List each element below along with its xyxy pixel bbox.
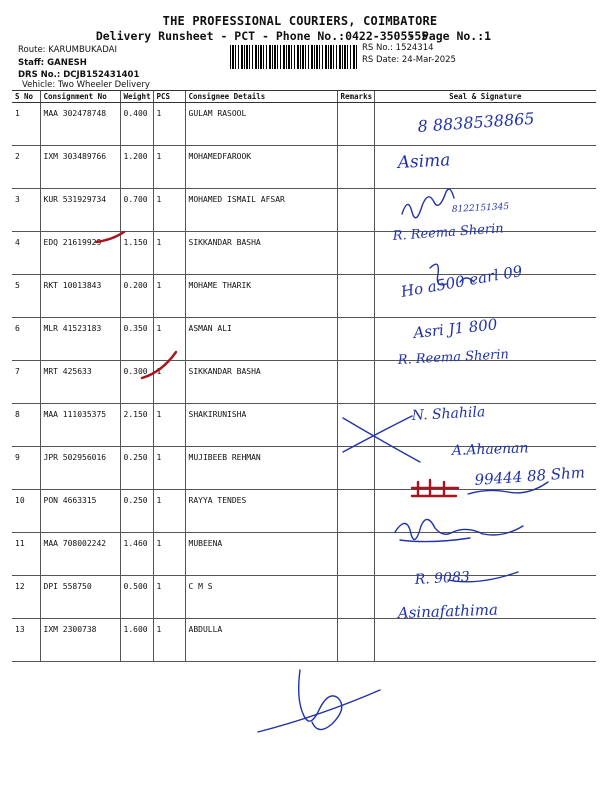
signature-row-6: Asri J1 800	[412, 315, 499, 342]
cell-consignment: RKT 10013843	[40, 275, 120, 318]
cell-consignment: MAA 708002242	[40, 533, 120, 576]
subtitle-text: Delivery Runsheet - PCT - Phone No.:0422-3505555	[95, 29, 429, 43]
runsheet-subtitle	[0, 29, 600, 43]
cell-signature	[374, 404, 596, 447]
col-signature: Seal & Signature	[374, 91, 596, 103]
cell-consignment: IXM 2300738	[40, 619, 120, 662]
table-row	[12, 490, 596, 533]
cell-consignment: MAA 302478748	[40, 103, 120, 146]
cell-remarks	[337, 404, 374, 447]
col-remarks: Remarks	[337, 91, 374, 103]
table-row	[12, 232, 596, 275]
cell-signature	[374, 447, 596, 490]
drs-number: DRS No.: DCJB152431401	[18, 70, 140, 80]
cell-sno: 1	[12, 103, 40, 146]
cell-weight: 1.200	[120, 146, 153, 189]
table-row	[12, 275, 596, 318]
rs-number: RS No.: 1524314	[362, 43, 434, 53]
cell-consignment: JPR 502956016	[40, 447, 120, 490]
cell-sno: 2	[12, 146, 40, 189]
signature-row-12: R. 9083	[414, 569, 471, 588]
cell-weight: 0.500	[120, 576, 153, 619]
cell-weight: 0.350	[120, 318, 153, 361]
runsheet-table	[12, 90, 596, 662]
cell-sno: 10	[12, 490, 40, 533]
signature-row-9: A.Ahaenan	[451, 440, 529, 459]
cell-signature	[374, 189, 596, 232]
table-header-row	[12, 91, 596, 103]
col-consignee: Consignee Details	[185, 91, 337, 103]
cell-consignee: MUBEENA	[185, 533, 337, 576]
cell-sno: 9	[12, 447, 40, 490]
cell-pcs: 1	[153, 146, 185, 189]
table-row	[12, 576, 596, 619]
cell-pcs: 1	[153, 361, 185, 404]
cell-signature	[374, 490, 596, 533]
bottom-signature	[258, 670, 380, 732]
cell-pcs: 1	[153, 103, 185, 146]
cell-consignee: MOHAMEDFAROOK	[185, 146, 337, 189]
signature-row-8: N. Shahila	[411, 404, 486, 424]
signature-row-5: Ho a500 earl 09	[399, 261, 524, 301]
cell-weight: 1.460	[120, 533, 153, 576]
cell-signature	[374, 146, 596, 189]
cell-sno: 5	[12, 275, 40, 318]
cell-remarks	[337, 275, 374, 318]
cell-sno: 12	[12, 576, 40, 619]
cell-consignment: PON 4663315	[40, 490, 120, 533]
table-row	[12, 103, 596, 146]
cell-pcs: 1	[153, 576, 185, 619]
cell-sno: 7	[12, 361, 40, 404]
table-row	[12, 404, 596, 447]
cell-signature	[374, 275, 596, 318]
cell-consignment: IXM 303489766	[40, 146, 120, 189]
cell-signature	[374, 533, 596, 576]
cell-consignment: MLR 41523183	[40, 318, 120, 361]
cell-pcs: 1	[153, 275, 185, 318]
table-row	[12, 361, 596, 404]
cell-pcs: 1	[153, 404, 185, 447]
cell-consignee: SIKKANDAR BASHA	[185, 232, 337, 275]
barcode	[230, 45, 358, 69]
cell-signature	[374, 361, 596, 404]
table-row	[12, 189, 596, 232]
cell-consignment: EDQ 21619929	[40, 232, 120, 275]
table-row	[12, 447, 596, 490]
table-row	[12, 146, 596, 189]
cell-pcs: 1	[153, 619, 185, 662]
cell-remarks	[337, 146, 374, 189]
signature-row-3: 8122151345	[451, 202, 510, 215]
cell-pcs: 1	[153, 533, 185, 576]
cell-weight: 0.400	[120, 103, 153, 146]
cell-sno: 6	[12, 318, 40, 361]
cell-remarks	[337, 103, 374, 146]
cell-signature	[374, 232, 596, 275]
cell-weight: 2.150	[120, 404, 153, 447]
cell-consignment: DPI 558750	[40, 576, 120, 619]
cell-consignee: ASMAN ALI	[185, 318, 337, 361]
cell-signature	[374, 318, 596, 361]
cell-remarks	[337, 576, 374, 619]
cell-consignee: MOHAME THARIK	[185, 275, 337, 318]
signature-row-10: 99444 88 Shm	[474, 463, 586, 489]
cell-signature	[374, 619, 596, 662]
cell-consignment: MAA 111035375	[40, 404, 120, 447]
cell-pcs: 1	[153, 189, 185, 232]
cell-weight: 0.250	[120, 490, 153, 533]
cell-consignment: KUR 531929734	[40, 189, 120, 232]
cell-weight: 1.150	[120, 232, 153, 275]
cell-remarks	[337, 361, 374, 404]
col-sno: S No	[12, 91, 40, 103]
cell-pcs: 1	[153, 490, 185, 533]
cell-pcs: 1	[153, 447, 185, 490]
cell-consignee: SIKKANDAR BASHA	[185, 361, 337, 404]
cell-weight: 0.700	[120, 189, 153, 232]
cell-pcs: 1	[153, 232, 185, 275]
cell-signature	[374, 576, 596, 619]
cell-sno: 3	[12, 189, 40, 232]
runsheet-title: THE PROFESSIONAL COURIERS, COIMBATORE	[162, 14, 438, 28]
cell-consignee: GULAM RASOOL	[185, 103, 337, 146]
page-number: - Page No.:1	[408, 29, 492, 43]
cell-sno: 8	[12, 404, 40, 447]
vehicle-label: Vehicle: Two Wheeler Delivery	[22, 80, 150, 90]
cell-remarks	[337, 533, 374, 576]
cell-weight: 1.600	[120, 619, 153, 662]
cell-signature	[374, 103, 596, 146]
table-row	[12, 533, 596, 576]
route-label: Route: KARUMBUKADAI	[18, 45, 117, 55]
col-consignment: Consignment No	[40, 91, 120, 103]
signature-row-13: Asinafathima	[397, 600, 499, 622]
col-weight: Weight	[120, 91, 153, 103]
signature-row-7: R. Reema Sherin	[397, 347, 510, 368]
cell-consignee: ABDULLA	[185, 619, 337, 662]
cell-weight: 0.200	[120, 275, 153, 318]
cell-weight: 0.300	[120, 361, 153, 404]
cell-sno: 4	[12, 232, 40, 275]
cell-consignee: C M S	[185, 576, 337, 619]
cell-weight: 0.250	[120, 447, 153, 490]
signature-row-4: R. Reema Sherin	[392, 221, 505, 244]
cell-sno: 11	[12, 533, 40, 576]
cell-consignee: SHAKIRUNISHA	[185, 404, 337, 447]
cell-remarks	[337, 447, 374, 490]
cell-remarks	[337, 619, 374, 662]
cell-remarks	[337, 232, 374, 275]
cell-consignee: RAYYA TENDES	[185, 490, 337, 533]
cell-consignee: MOHAMED ISMAIL AFSAR	[185, 189, 337, 232]
table-row	[12, 619, 596, 662]
cell-sno: 13	[12, 619, 40, 662]
cell-consignee: MUJIBEEB REHMAN	[185, 447, 337, 490]
rs-date: RS Date: 24-Mar-2025	[362, 55, 456, 65]
staff-label: Staff: GANESH	[18, 58, 87, 68]
cell-remarks	[337, 318, 374, 361]
cell-remarks	[337, 490, 374, 533]
cell-remarks	[337, 189, 374, 232]
cell-consignment: MRT 425633	[40, 361, 120, 404]
cell-pcs: 1	[153, 318, 185, 361]
signature-row-1: 8 8838538865	[416, 108, 536, 136]
signature-row-2: Asima	[397, 150, 451, 173]
col-pcs: PCS	[153, 91, 185, 103]
table-row	[12, 318, 596, 361]
